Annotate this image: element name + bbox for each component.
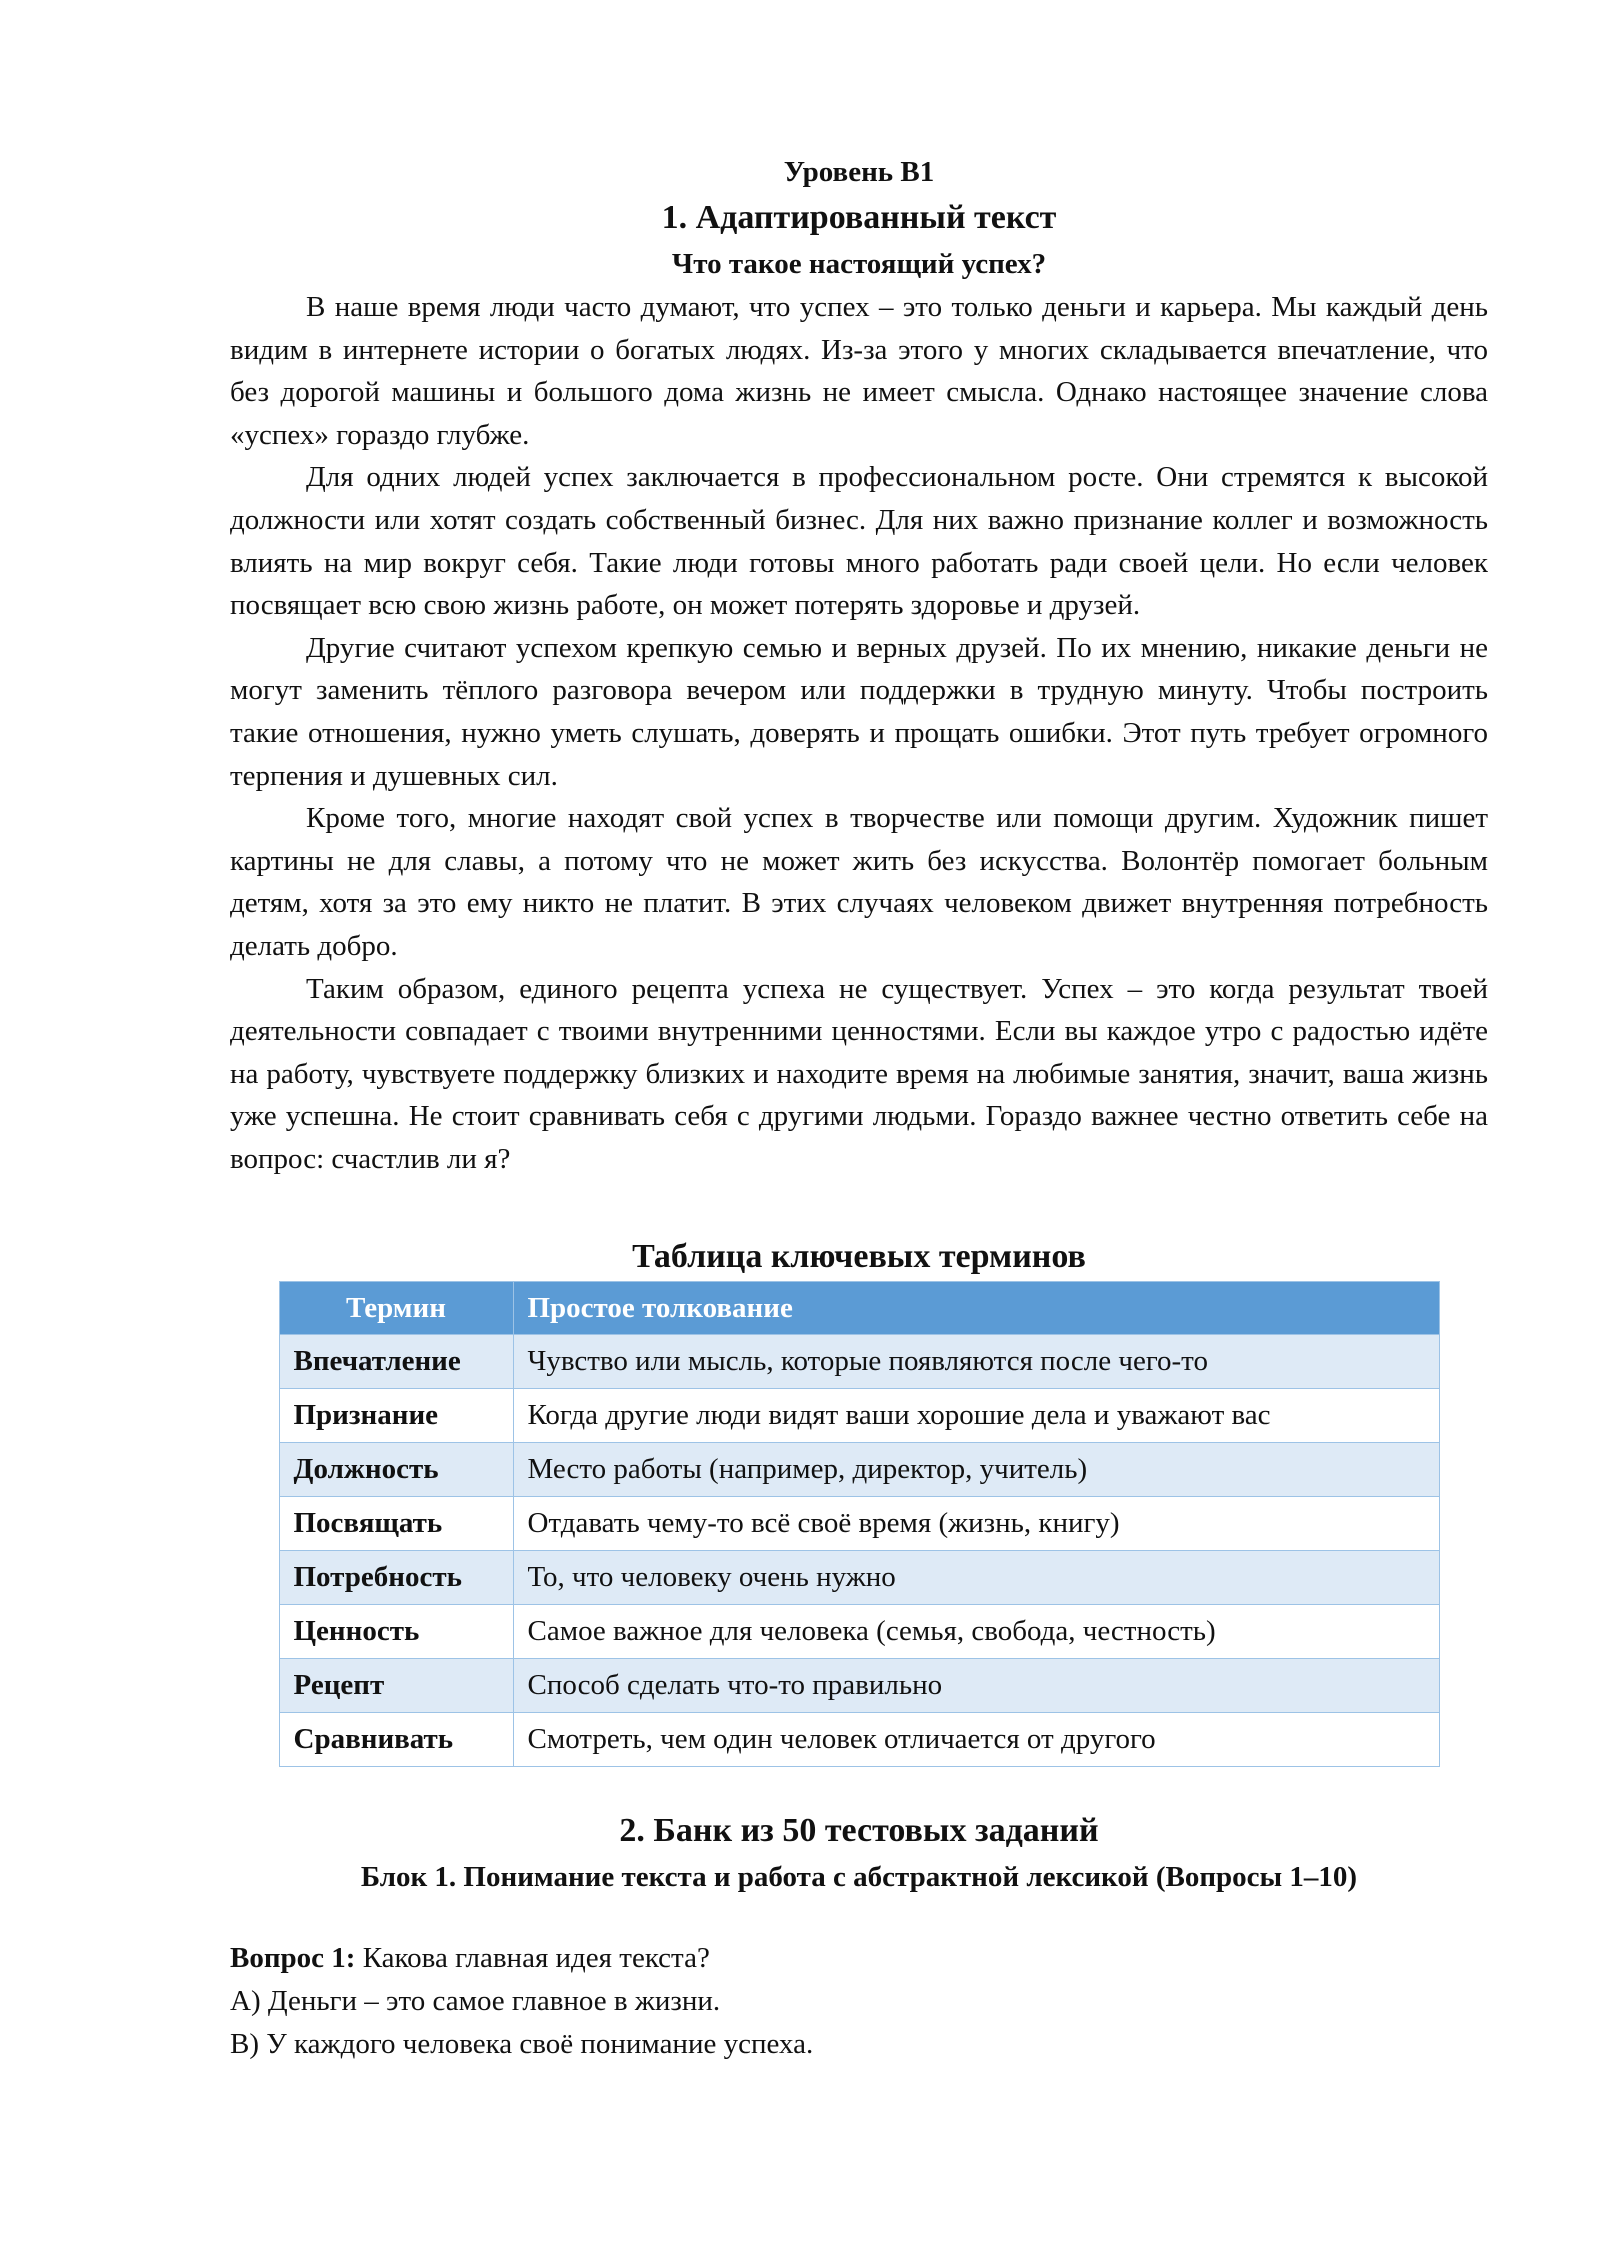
definition-cell: Самое важное для человека (семья, свобода, честность): [513, 1605, 1439, 1659]
table-row: [279, 1443, 1439, 1497]
document-content: [230, 150, 1488, 2066]
terms-table: [279, 1281, 1440, 1767]
term-cell: Посвящать: [279, 1497, 513, 1551]
section-title: 1. Адаптированный текст: [661, 199, 1057, 236]
term-cell: Ценность: [279, 1605, 513, 1659]
table-row: [279, 1605, 1439, 1659]
question-text: Какова главная идея текста?: [355, 1942, 710, 1975]
test-bank-title: 2. Банк из 50 тестовых заданий: [619, 1812, 1099, 1850]
definition-cell: Смотреть, чем один человек отличается от другого: [513, 1713, 1439, 1767]
paragraph-3: Другие считают успехом крепкую семью и верных друзей. По их мнению, никакие деньги не могут заменить тёплого разговора вечером или поддержки в трудную минуту. Чтобы построить такие отношения, нужно уметь слушать, доверять и прощать ошибки. Этот путь требует огромного терпения и душевных сил.: [230, 631, 1488, 792]
question-1: [230, 1937, 1488, 1980]
term-cell: Потребность: [279, 1551, 513, 1605]
table-row: [279, 1389, 1439, 1443]
text-title: Что такое настоящий успех?: [671, 248, 1047, 280]
terms-table-header-row: [279, 1282, 1439, 1335]
table-row: [279, 1551, 1439, 1605]
paragraph-4: Кроме того, многие находят свой успех в творчестве или помощи другим. Художник пишет картины не для славы, а потому что не может жить без искусства. Волонтёр помогает больным детям, хотя за это ему никто не платит. В этих случаях человеком движет внутренняя потребность делать добро.: [230, 802, 1488, 962]
definition-cell: Чувство или мысль, которые появляются после чего-то: [513, 1335, 1439, 1389]
paragraph-2: Для одних людей успех заключается в профессиональном росте. Они стремятся к высокой должности или хотят создать собственный бизнес. Для них важно признание коллег и возможность влиять на мир вокруг себя. Такие люди готовы много работать ради своей цели. Но если человек посвящает всю свою жизнь работе, он может потерять здоровье и друзей.: [230, 461, 1488, 622]
paragraph-1: В наше время люди часто думают, что успех – это только деньги и карьера. Мы каждый день видим в интернете истории о богатых людях. Из-за этого у многих складывается впечатление, что без дорогой машины и большого дома жизнь не имеет смысла. Однако настоящее значение слова «успех» гораздо глубже.: [230, 291, 1488, 451]
question-label: Вопрос 1:: [230, 1942, 356, 1975]
term-cell: Сравнивать: [279, 1713, 513, 1767]
paragraph-5: Таким образом, единого рецепта успеха не существует. Успех – это когда результат твоей деятельности совпадает с твоими внутренними ценностями. Если вы каждое утро с радостью идёте на работу, чувствуете поддержку близких и находите время на любимые занятия, значит, ваша жизнь уже успешна. Не стоит сравнивать себя с другими людьми. Гораздо важнее честно ответить себе на вопрос: счастлив ли я?: [230, 972, 1488, 1175]
block-title: Блок 1. Понимание текста и работа с абстрактной лексикой (Вопросы 1–10): [360, 1861, 1358, 1894]
header-term: Термин: [279, 1282, 513, 1335]
terms-table-title: Таблица ключевых терминов: [632, 1238, 1086, 1276]
term-cell: Рецепт: [279, 1659, 513, 1713]
header-definition: Простое толкование: [513, 1282, 1439, 1335]
table-row: [279, 1713, 1439, 1767]
definition-cell: Отдавать чему-то всё своё время (жизнь, книгу): [513, 1497, 1439, 1551]
term-cell: Должность: [279, 1443, 513, 1497]
definition-cell: Способ сделать что-то правильно: [513, 1659, 1439, 1713]
level-heading: Уровень B1: [783, 156, 935, 188]
definition-cell: То, что человеку очень нужно: [513, 1551, 1439, 1605]
answer-option-b: B) У каждого человека своё понимание успеха.: [230, 2028, 814, 2061]
term-cell: Признание: [279, 1389, 513, 1443]
table-row: [279, 1659, 1439, 1713]
terms-table-wrapper: [279, 1281, 1440, 1767]
term-cell: Впечатление: [279, 1335, 513, 1389]
definition-cell: Когда другие люди видят ваши хорошие дела и уважают вас: [513, 1389, 1439, 1443]
answer-option-a: A) Деньги – это самое главное в жизни.: [230, 1985, 721, 2018]
table-row: [279, 1335, 1439, 1389]
definition-cell: Место работы (например, директор, учитель): [513, 1443, 1439, 1497]
table-row: [279, 1497, 1439, 1551]
